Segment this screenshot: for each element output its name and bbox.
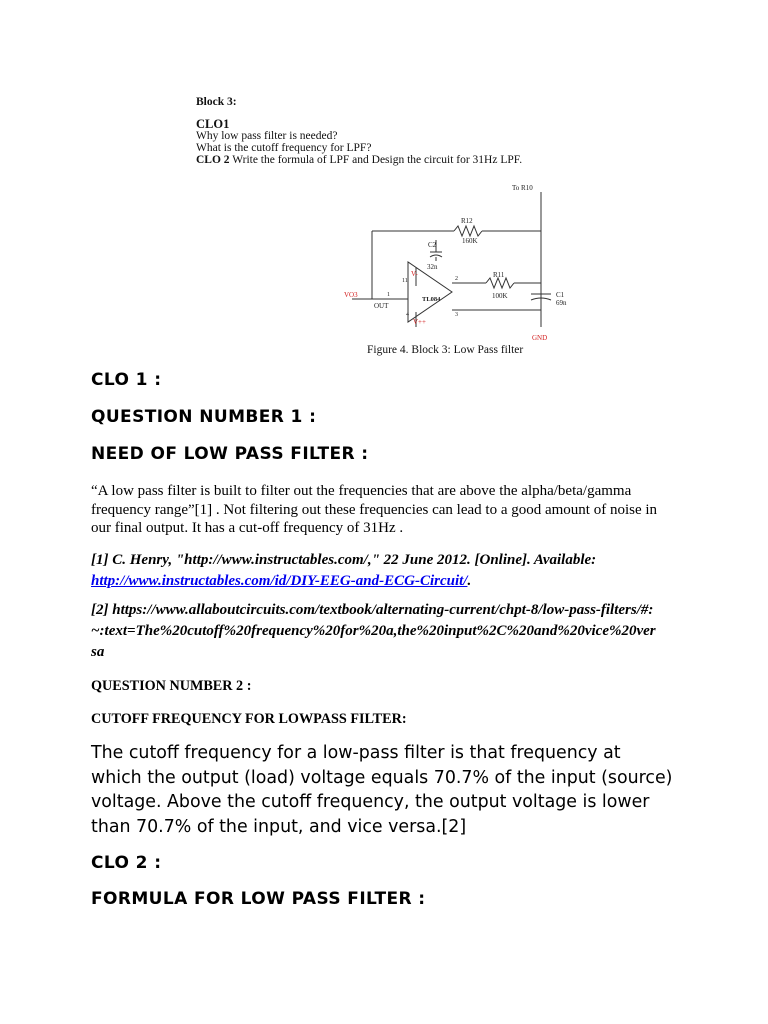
- lpf-circuit-diagram: [330, 182, 570, 357]
- need-paragraph: “A low pass filter is built to filter out the frequencies that are above the alpha/beta/gamma frequency range”[1] . Not filtering out these frequencies can lead to a good amount of noise in our final output. It has a cut-off frequency of 31Hz .: [91, 483, 658, 536]
- clo1-heading: CLO 1 :: [91, 370, 162, 390]
- r11-label: R11: [493, 271, 505, 279]
- figure-clo2-text: Write the formula of LPF and Design the circuit for 31Hz LPF.: [229, 154, 523, 166]
- chip-label: TL084: [422, 296, 441, 303]
- clo2-heading: CLO 2 :: [91, 853, 162, 873]
- out-label: OUT: [374, 302, 389, 310]
- question-number-2: QUESTION NUMBER 2 :: [91, 678, 252, 694]
- r12-resistor: [454, 226, 482, 236]
- clo1-figure-label: CLO1: [196, 117, 230, 131]
- c2-label: C2: [428, 241, 437, 249]
- reference-1-end: .: [467, 573, 472, 589]
- reference-1: [91, 550, 651, 592]
- figure-question-need: Why low pass filter is needed?: [196, 130, 338, 142]
- to-r10-label: To R10: [512, 184, 533, 192]
- reference-1-link[interactable]: http://www.instructables.com/id/DIY-EEG-and-ECG-Circuit/: [91, 573, 468, 589]
- figure-clo2-line: [196, 154, 522, 167]
- cutoff-paragraph: The cutoff frequency for a low-pass filter is that frequency at which the output (load) voltage equals 70.7% of the input (source) voltage. Above the cutoff frequency, the output voltage is lower than 70.7% of the input, and vice versa.[2]: [91, 743, 673, 837]
- c2-value: 32n: [427, 263, 438, 271]
- vo3-label: VO3: [344, 291, 358, 299]
- figure-question-cutoff: What is the cutoff frequency for LPF?: [196, 142, 372, 154]
- pin11-label: 11: [402, 278, 408, 284]
- vminus-label: V-: [411, 270, 418, 278]
- vplus-label: V++: [413, 318, 426, 326]
- c1-value: 69n: [556, 299, 567, 307]
- need-heading: NEED OF LOW PASS FILTER :: [91, 444, 369, 464]
- pin3-label: 3: [455, 312, 458, 318]
- r11-value: 100K: [492, 292, 508, 300]
- r11-resistor: [486, 278, 514, 288]
- pin4-label: 4: [406, 312, 409, 318]
- reference-2: [2] https://www.allaboutcircuits.com/textbook/alternating-current/chpt-8/low-pass-filters/#:~:text=The%20cutoff%20frequency%20for%20a,the%20input%2C%20and%20vice%20versa: [91, 602, 656, 660]
- gnd-label: GND: [532, 334, 548, 342]
- c1-label: C1: [556, 291, 565, 299]
- pin2-label: 2: [455, 276, 458, 282]
- question-number-1: QUESTION NUMBER 1 :: [91, 407, 317, 427]
- formula-heading: FORMULA FOR LOW PASS FILTER :: [91, 889, 426, 909]
- reference-1-text: [1] C. Henry, "http://www.instructables.com/," 22 June 2012. [Online]. Available:: [91, 552, 597, 568]
- figure-clo2-label: CLO 2: [196, 154, 230, 166]
- block-label: Block 3:: [196, 96, 237, 108]
- c2-plate-bottom: [430, 255, 442, 257]
- pin1-label: 1: [387, 292, 390, 298]
- figure-caption: Figure 4. Block 3: Low Pass filter: [367, 344, 524, 356]
- cutoff-heading: CUTOFF FREQUENCY FOR LOWPASS FILTER:: [91, 711, 407, 727]
- r12-label: R12: [461, 217, 473, 225]
- r12-value: 160K: [462, 237, 478, 245]
